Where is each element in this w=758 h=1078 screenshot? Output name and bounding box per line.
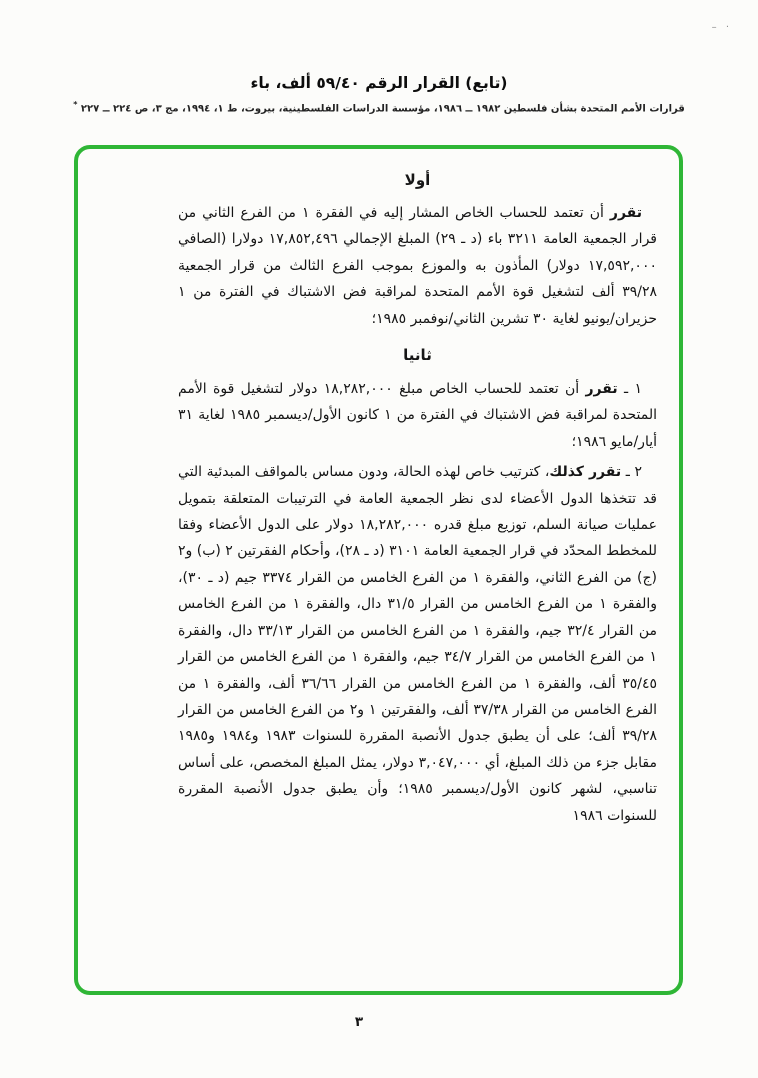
page-number: ٣ — [354, 1014, 364, 1030]
numbered-paragraph-1 — [178, 376, 657, 455]
numbered-paragraph-2 — [178, 459, 657, 829]
pencil-marks: – · — [711, 22, 732, 33]
operative-paragraph — [178, 200, 657, 332]
source-citation — [0, 100, 758, 114]
operative-text: أن تعتمد للحساب الخاص مبلغ ١٨,٢٨٢,٠٠٠ دولار لتشغيل قوة الأمم المتحدة لمراقبة فض الاشتباك في الفترة من ١ كانون الأول/ديسمبر ١٩٨٥ لغاية ٣١ أيار/مايو ١٩٨٦؛ — [178, 381, 657, 450]
source-citation-text: قرارات الأمم المتحدة بشأن فلسطين ١٩٨٢ ــ ١٩٨٦، مؤسسة الدراسات الفلسطينية، بيروت، ط ١، ١٩٩٤، مج ٣، ص ٢٢٤ ــ ٢٢٧ — [80, 103, 685, 115]
operative-text: ، كترتيب خاص لهذه الحالة، ودون مساس بالمواقف المبدئية التي قد تتخذها الدول الأعضاء لدى نظر الجمعية العامة في الترتيبات المتعلقة بتمويل عمليات صيانة السلم، توزيع مبلغ قدره ١٨,٢٨٢,٠٠٠ دولار على الدول الأعضاء وفقا للمخطط المحدّد في قرار الجمعية العامة ٣١٠١ (د ـ ٢٨)، وأحكام الفقرتين ٢ (ب) و٢ (ج) من الفرع الثاني، والفقرة ١ من الفرع الخامس من القرار ٣٣٧٤ جيم (د ـ ٣٠)، والفقرة ١ من الفرع الخامس من القرار ٣١/٥ دال، والفقرة ١ من الفرع الخامس من القرار ٣٢/٤ جيم، والفقرة ١ من الفرع الخامس من القرار ٣٣/١٣ دال، والفقرة ١ من الفرع الخامس من القرار ٣٤/٧ جيم، والفقرة ١ من الفرع الخامس من القرار ٣٥/٤٥ ألف، والفقرة ١ من الفرع الخامس من القرار ٣٦/٦٦ ألف، والفقرة ١ من الفرع الخامس من القرار ٣٧/٣٨ ألف، والفقرتين ١ و٢ من الفرع الخامس من القرار ٣٩/٢٨ ألف؛ على أن يطبق جدول الأنصبة المقررة للسنوات ١٩٨٣ و١٩٨٤ و١٩٨٥ مقابل جزء من ذلك المبلغ، أي ٣,٠٤٧,٠٠٠ دولار، يمثل المبلغ المخصص، على أساس تناسبي، لشهر كانون الأول/ديسمبر ١٩٨٥؛ وأن يطبق جدول الأنصبة المقررة للسنوات ١٩٨٦ — [178, 464, 658, 824]
operative-text: أن تعتمد للحساب الخاص المشار إليه في الفقرة ١ من الفرع الثاني من قرار الجمعية العامة ٣٢١١ باء (د ـ ٢٩) المبلغ الإجمالي ١٧,٨٥٢,٤٩٦ دولارا (الصافي ١٧,٥٩٢,٠٠٠ دولار) المأذون به والموزع بموجب الفرع الثالث من قرار الجمعية ٣٩/٢٨ ألف لتشغيل قوة الأمم المتحدة لمراقبة فض الاشتباك في الفترة من ١ حزيران/يونيو لغاية ٣٠ تشرين الثاني/نوفمبر ١٩٨٥؛ — [178, 205, 657, 327]
footnote-mark: * — [73, 100, 78, 109]
page-header — [0, 74, 758, 114]
resolution-title: (تابع) القرار الرقم ٥٩/٤٠ ألف، باء — [250, 74, 508, 92]
operative-verb: تقرر كذلك — [549, 464, 622, 481]
item-number: ١ ـ — [617, 381, 642, 398]
section-heading-second: ثانيا — [403, 346, 432, 365]
section-heading-first: أولا — [404, 171, 431, 189]
green-annotation-frame — [74, 145, 683, 995]
operative-verb: تقرر — [609, 205, 643, 221]
operative-verb: تقرر — [585, 381, 618, 398]
item-number: ٢ ـ — [621, 464, 642, 481]
